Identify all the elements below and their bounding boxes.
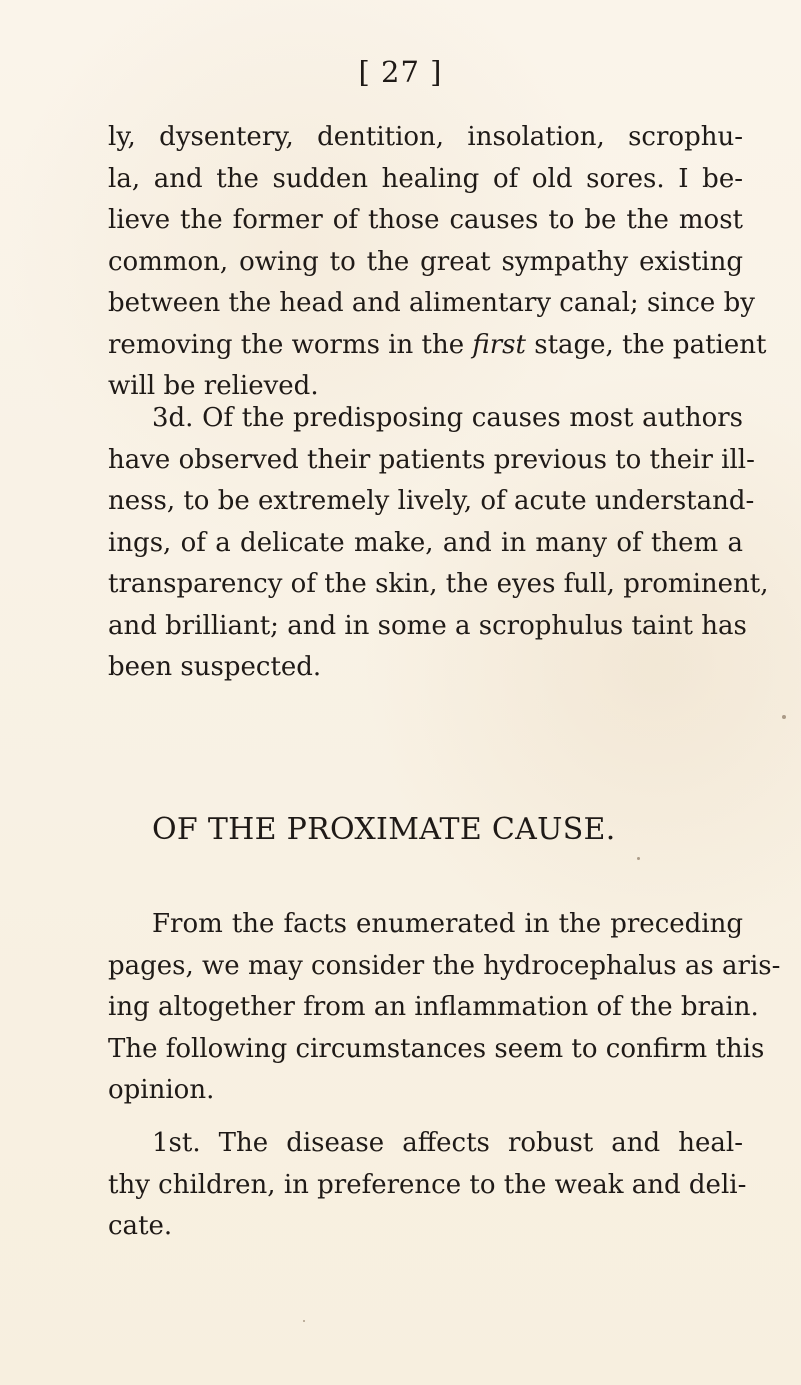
paper-speck (637, 857, 640, 860)
paragraph-first-circumstance (108, 1123, 747, 1248)
text-line: common, owing to the great sympathy existing (108, 246, 743, 277)
paper-speck (303, 1320, 305, 1322)
text-fragment: removing the worms in the (108, 329, 473, 360)
text-line: 3d. Of the predisposing causes most authors (152, 403, 743, 433)
text-line: ing altogether from an inflammation of the brain. (108, 992, 759, 1022)
text-fragment: stage, the patient (525, 329, 767, 360)
text-line: The following circumstances seem to confirm this (108, 1033, 765, 1064)
text-line: opinion. (108, 1075, 215, 1105)
text-line: between the head and alimentary canal; since by (108, 288, 755, 318)
page-number-header: [ 27 ] (358, 55, 443, 89)
paper-speck (782, 715, 786, 719)
text-line: will be relieved. (108, 371, 319, 401)
text-line: transparency of the skin, the eyes full, prominent, (108, 569, 769, 599)
text-line: From the facts enumerated in the preceding (152, 909, 743, 939)
text-line: been suspected. (108, 652, 322, 682)
text-line: 1st. The disease affects robust and heal- (152, 1128, 743, 1158)
text-line: thy children, in preference to the weak and deli- (108, 1169, 747, 1200)
text-line: have observed their patients previous to their ill- (108, 444, 755, 475)
text-line: lieve the former of those causes to be the most (108, 205, 743, 235)
text-line: ness, to be extremely lively, of acute understand- (108, 486, 755, 516)
text-line: cate. (108, 1211, 173, 1241)
paragraph-causes-continued (108, 117, 767, 408)
text-line: ly, dysentery, dentition, insolation, scrophu- (108, 122, 743, 152)
section-heading: OF THE PROXIMATE CAUSE. (152, 812, 616, 847)
text-line: pages, we may consider the hydrocephalus as aris- (108, 950, 781, 981)
paragraph-proximate-cause (108, 904, 781, 1112)
text-line-with-italic (108, 325, 767, 367)
italic-word: first (472, 329, 526, 360)
text-line: la, and the sudden healing of old sores. I be- (108, 163, 743, 194)
paragraph-predisposing-causes (108, 398, 769, 689)
text-line: and brilliant; and in some a scrophulus taint has (108, 610, 747, 641)
text-line: ings, of a delicate make, and in many of them a (108, 527, 743, 558)
